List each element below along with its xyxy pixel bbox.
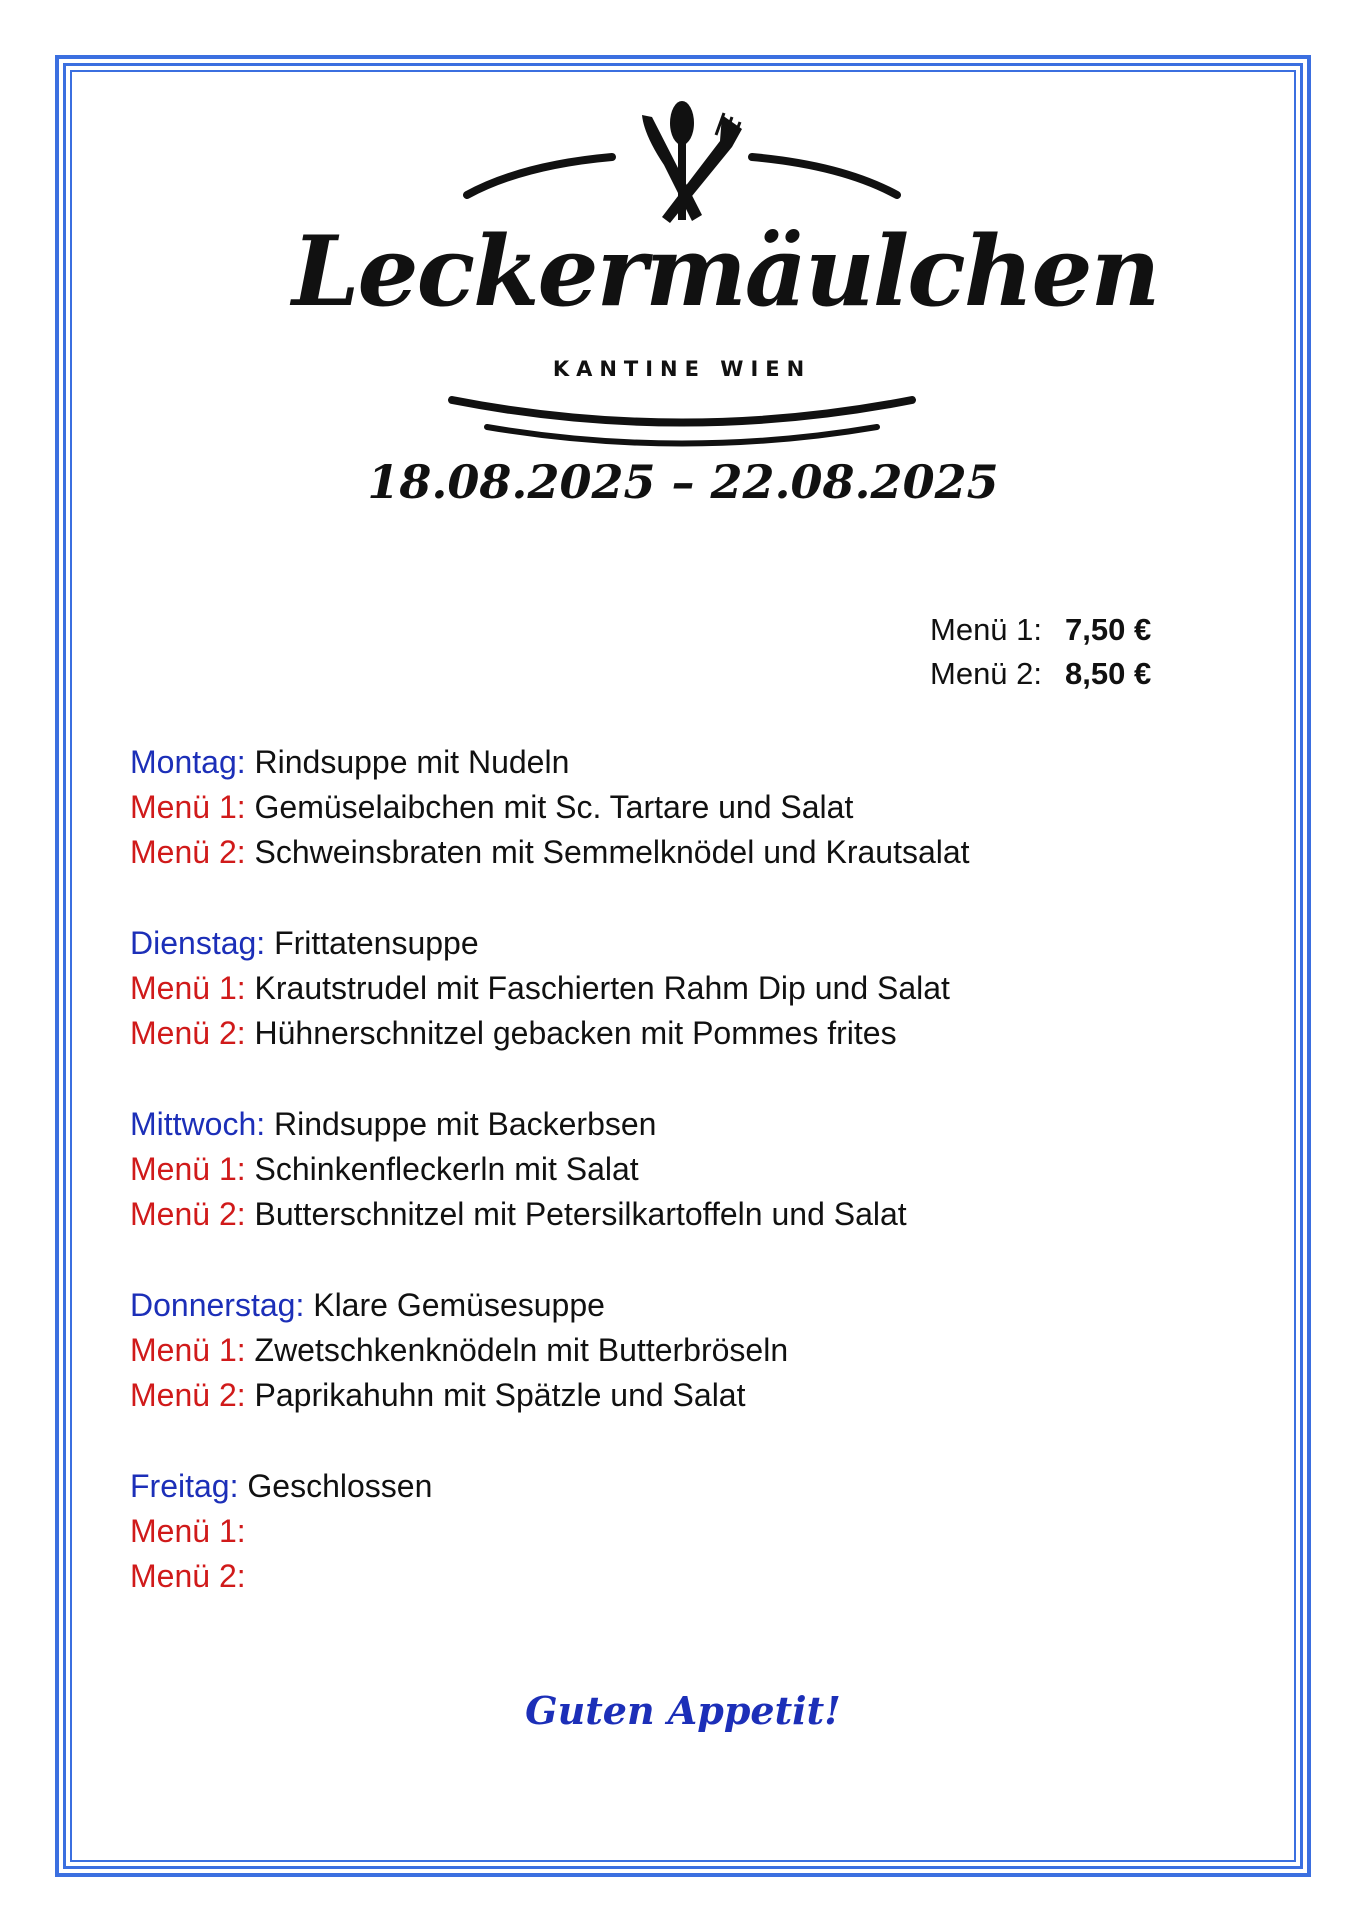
price-value: 7,50 € — [1065, 612, 1152, 647]
menu1-line — [130, 785, 1230, 830]
day-block-tuesday — [130, 921, 1230, 1056]
day-block-thursday — [130, 1283, 1230, 1418]
menu1-line — [130, 1328, 1230, 1373]
weekly-menu — [130, 740, 1230, 1645]
price-label: Menü 1: — [930, 612, 1043, 647]
menu2-label: Menü 2: — [130, 834, 246, 870]
menu1-label: Menü 1: — [130, 1332, 246, 1368]
menu1-text: Schinkenfleckerln mit Salat — [254, 1151, 639, 1187]
brand-name: Leckermäulchen — [292, 215, 1159, 328]
menu1-line — [130, 966, 1230, 1011]
menu2-line — [130, 1373, 1230, 1418]
soup-text: Rindsuppe mit Nudeln — [254, 744, 570, 780]
menu1-text: Zwetschkenknödeln mit Butterbröseln — [254, 1332, 789, 1368]
menu1-text: Gemüselaibchen mit Sc. Tartare und Salat — [254, 789, 854, 825]
soup-line — [130, 921, 1230, 966]
menu2-line — [130, 830, 1230, 875]
day-label: Dienstag: — [130, 925, 266, 961]
day-block-friday — [130, 1464, 1230, 1599]
menu1-label: Menü 1: — [130, 970, 246, 1006]
closing-greeting: Guten Appetit! — [525, 1688, 841, 1733]
price-row — [930, 652, 1151, 696]
menu2-label: Menü 2: — [130, 1377, 246, 1413]
menu1-label: Menü 1: — [130, 789, 246, 825]
menu1-line — [130, 1509, 1230, 1554]
day-label: Freitag: — [130, 1468, 239, 1504]
logo — [292, 95, 1159, 450]
price-row — [930, 608, 1151, 652]
soup-line — [130, 1102, 1230, 1147]
menu2-text: Schweinsbraten mit Semmelknödel und Krautsalat — [254, 834, 970, 870]
price-label: Menü 2: — [930, 656, 1043, 691]
soup-line — [130, 1464, 1230, 1509]
day-label: Donnerstag: — [130, 1287, 305, 1323]
price-list — [930, 608, 1151, 696]
menu2-line — [130, 1192, 1230, 1237]
menu2-text: Paprikahuhn mit Spätzle und Salat — [254, 1377, 746, 1413]
menu2-label: Menü 2: — [130, 1558, 246, 1594]
menu2-line — [130, 1011, 1230, 1056]
soup-text: Rindsuppe mit Backerbsen — [274, 1106, 657, 1142]
price-value: 8,50 € — [1065, 656, 1152, 691]
menu1-label: Menü 1: — [130, 1151, 246, 1187]
menu2-label: Menü 2: — [130, 1015, 246, 1051]
menu1-text: Krautstrudel mit Faschierten Rahm Dip und Salat — [254, 970, 950, 1006]
day-label: Montag: — [130, 744, 246, 780]
soup-text: Geschlossen — [247, 1468, 433, 1504]
menu2-line — [130, 1554, 1230, 1599]
soup-text: Frittatensuppe — [274, 925, 479, 961]
day-label: Mittwoch: — [130, 1106, 266, 1142]
menu2-text: Butterschnitzel mit Petersilkartoffeln und Salat — [254, 1196, 907, 1232]
day-block-monday — [130, 740, 1230, 875]
menu2-label: Menü 2: — [130, 1196, 246, 1232]
soup-line — [130, 1283, 1230, 1328]
day-block-wednesday — [130, 1102, 1230, 1237]
soup-line — [130, 740, 1230, 785]
menu1-line — [130, 1147, 1230, 1192]
menu1-label: Menü 1: — [130, 1513, 246, 1549]
soup-text: Klare Gemüsesuppe — [313, 1287, 605, 1323]
menu2-text: Hühnerschnitzel gebacken mit Pommes frites — [254, 1015, 897, 1051]
brand-subtitle: KANTINE WIEN — [552, 357, 812, 381]
date-range: 18.08.2025 – 22.08.2025 — [367, 455, 999, 509]
